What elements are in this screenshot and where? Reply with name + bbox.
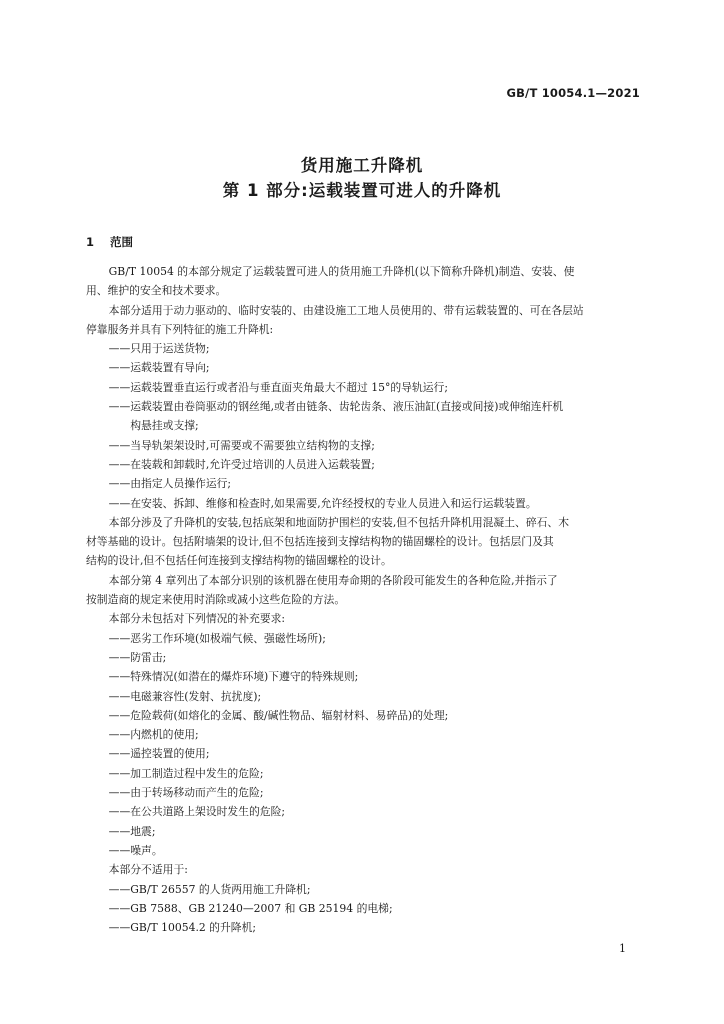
list-item: ——当导轨架架设时,可需要或不需要独立结构物的支撑; bbox=[108, 438, 375, 452]
section-number: 1 bbox=[86, 235, 95, 249]
section-title: 范围 bbox=[110, 235, 134, 249]
paragraph: 本部分涉及了升降机的安装,包括底架和地面防护围栏的安装,但不包括升降机用混凝土、碎石、木 bbox=[108, 515, 570, 529]
list-item: ——运载装置有导向; bbox=[108, 361, 210, 375]
paragraph: 本部分适用于动力驱动的、临时安装的、由建设施工工地人员使用的、带有运载装置的、可在各层站 bbox=[108, 303, 584, 317]
document-subtitle: 第 1 部分:运载装置可进人的升降机 bbox=[222, 181, 502, 200]
paragraph: 本部分未包括对下列情况的补充要求: bbox=[108, 612, 286, 626]
list-item: ——恶劣工作环境(如极端气候、强磁性场所); bbox=[108, 631, 326, 645]
document-title: 货用施工升降机 bbox=[300, 156, 424, 175]
list-item: ——由于转场移动而产生的危险; bbox=[108, 786, 264, 800]
paragraph: 材等基础的设计。包括附墙架的设计,但不包括连接到支撑结构物的锚固螺栓的设计。包括层门及其 bbox=[86, 535, 554, 549]
list-item: ——防雷击; bbox=[108, 650, 167, 664]
list-item: ——由指定人员操作运行; bbox=[108, 477, 232, 491]
section-heading bbox=[86, 234, 133, 250]
paragraph: 停靠服务并具有下列特征的施工升降机: bbox=[86, 322, 274, 336]
list-item: ——只用于运送货物; bbox=[108, 342, 210, 356]
list-item: ——在装载和卸载时,允许受过培训的人员进入运载装置; bbox=[108, 457, 375, 471]
list-item: ——电磁兼容性(发射、抗扰度); bbox=[108, 689, 262, 703]
paragraph: 按制造商的规定来使用时消除或减小这些危险的方法。 bbox=[86, 593, 346, 607]
paragraph: 用、维护的安全和技术要求。 bbox=[86, 284, 227, 298]
list-item: ——噪声。 bbox=[108, 843, 163, 857]
list-item-continuation: 构悬挂或支撑; bbox=[130, 419, 199, 433]
list-item: ——运载装置垂直运行或者沿与垂直面夹角最大不超过 15°的导轨运行; bbox=[108, 380, 448, 394]
paragraph: 本部分不适用于: bbox=[108, 863, 188, 877]
standard-code: GB/T 10054.1—2021 bbox=[506, 86, 640, 100]
list-item: ——在安装、拆卸、维修和检查时,如果需要,允许经授权的专业人员进入和运行运载装置。 bbox=[108, 496, 537, 510]
list-item: ——特殊情况(如潜在的爆炸环境)下遵守的特殊规则; bbox=[108, 670, 359, 684]
list-item: ——内燃机的使用; bbox=[108, 728, 199, 742]
paragraph: 结构的设计,但不包括任何连接到支撑结构物的锚固螺栓的设计。 bbox=[86, 554, 392, 568]
page-number: 1 bbox=[619, 942, 626, 955]
list-item: ——危险载荷(如熔化的金属、酸/碱性物品、辐射材料、易碎品)的处理; bbox=[108, 708, 449, 722]
paragraph: GB/T 10054 的本部分规定了运载装置可进人的货用施工升降机(以下简称升降机)制造、安装、使 bbox=[108, 265, 575, 278]
paragraph: 本部分第 4 章列出了本部分识别的该机器在使用寿命期的各阶段可能发生的各种危险,并指示了 bbox=[108, 573, 558, 587]
list-item: ——GB/T 10054.2 的升降机; bbox=[108, 921, 257, 935]
list-item: ——遥控装置的使用; bbox=[108, 747, 210, 761]
list-item: ——GB 7588、GB 21240—2007 和 GB 25194 的电梯; bbox=[108, 901, 393, 915]
section-body bbox=[86, 262, 646, 937]
list-item: ——加工制造过程中发生的危险; bbox=[108, 766, 264, 780]
list-item: ——GB/T 26557 的人货两用施工升降机; bbox=[108, 882, 311, 896]
list-item: ——运载装置由卷筒驱动的钢丝绳,或者由链条、齿轮齿条、液压油缸(直接或间接)或伸缩连杆机 bbox=[108, 400, 564, 414]
list-item: ——地震; bbox=[108, 824, 156, 838]
list-item: ——在公共道路上架设时发生的危险; bbox=[108, 805, 286, 819]
